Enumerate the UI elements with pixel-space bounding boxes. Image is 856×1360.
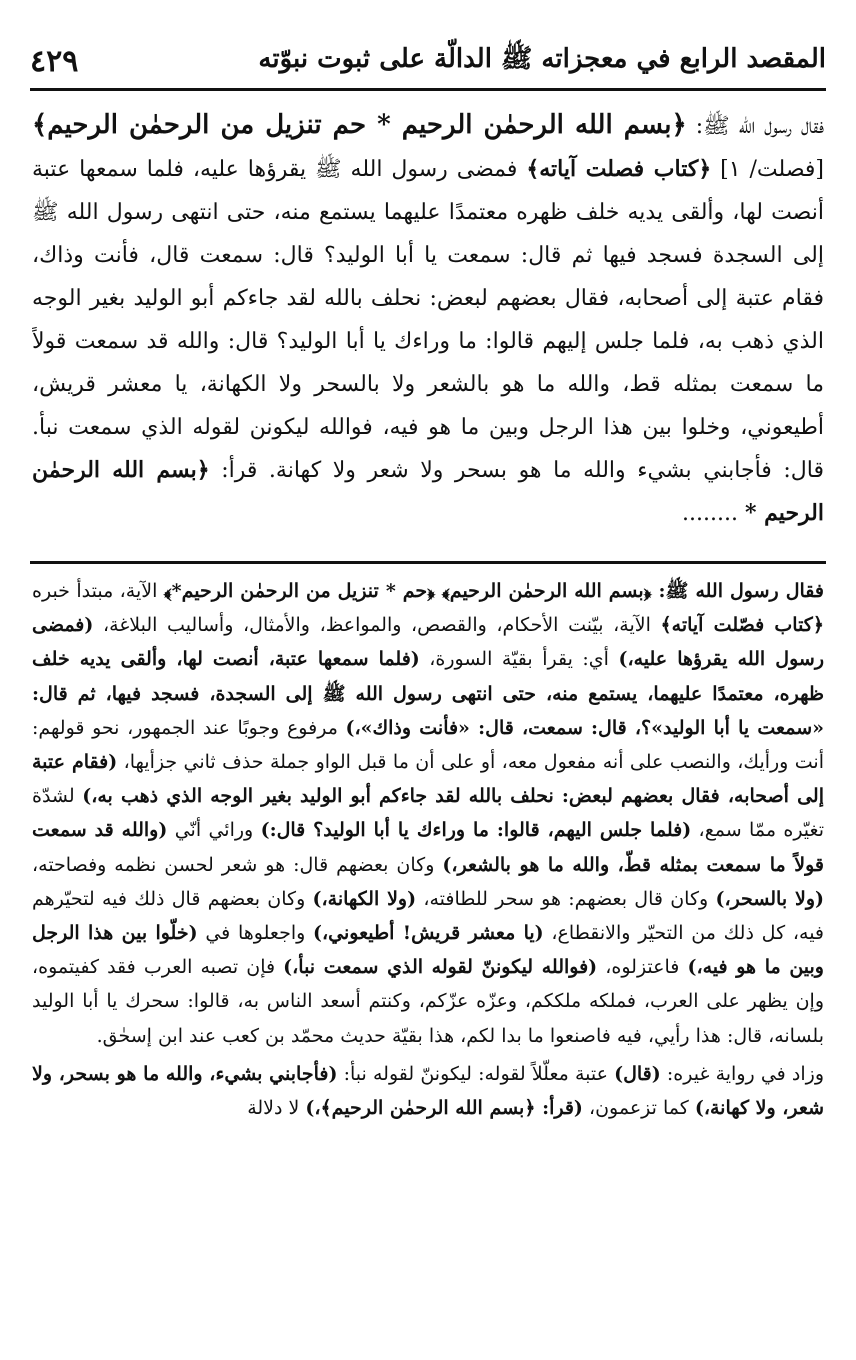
quoted-text: (خلّوا بين هذا الرجل وبين ما هو فيه،) [32,922,824,979]
quoted-text: (فقام عتبة إلى أصحابه، فقال بعضهم لبعض: نحلف بالله لقد جاءكم أبو الوليد بغير الوجه الذي ذهب به،) [32,751,824,808]
main-text-run: فمضى رسول الله ﷺ يقرؤها عليه، فلما سمعها عتبة أنصت لها، وألقى يديه خلف ظهره معتمدًا عليهما يستمع منه، حتى انتهى رسول الله ﷺ إلى السجدة فسجد فيها ثم قال: سمعت يا أبا الوليد؟ قال: سمعت قال، فأنت وذاك، فقام عتبة إلى أصحابه، فقال بعضهم لبعض: نحلف بالله لقد جاءكم أبو الوليد بغير الوجه الذي ذهب به، فلما جلس إليهم قالوا: ما وراءك يا أبا الوليد؟ قال: والله قد سمعت قولاً ما سمعت بمثله قط، والله ما هو بالشعر ولا بالسحر ولا الكهانة، يا معشر قريش، أطيعوني، وخلوا بين هذا الرجل وبين ما هو فيه، فوالله ليكونن لقوله الذي سمعت نبأ. قال: فأجابني بشيء والله ما هو بسحر ولا شعر ولا كهانة. قرأ: [32,157,824,483]
commentary-run: كما تزعمون، [582,1097,695,1120]
commentary-run: ورائي أنّي [167,819,261,842]
quran-quote: ﴿كتاب فصلت آياته﴾ [526,156,712,182]
commentary-run: وكان بعضهم قال ذلك فيه لتحيّرهم فيه، كل ذلك من التحيّر والانقطاع، [32,887,824,945]
quran-quote: ﴿بسم الله الرحمٰن الرحيم * حم تنزيل من الرحمٰن الرحيم﴾ [32,110,687,140]
quoted-text: فقال رسول الله ﷺ: ﴿بسم الله الرحمٰن الرحيم﴾ ﴿حم * تنزيل من الرحمٰن الرحيم*﴾ [163,580,824,602]
commentary-run: الآية، بيّنت الأحكام، والقصص، والمواعظ، والأمثال، وأساليب البلاغة، [93,614,661,637]
commentary [32,574,824,1334]
main-text-run: [فصلت/ ١] [711,157,824,182]
quoted-text: (قرأ: ﴿بسم الله الرحمٰن الرحيم﴾،) [305,1097,583,1120]
commentary-run: الآية، مبتدأ خبره [32,580,164,602]
quoted-text: (ولا بالسحر،) [715,887,824,910]
page-header [30,36,826,86]
quoted-text: (فمضى رسول الله يقرؤها عليه،) [32,614,824,671]
commentary-run: عتبة معلّلاً لقوله: ليكوننّ لقوله نبأ: [337,1062,615,1085]
quoted-text: (يا معشر قريش! أطيعوني،) [313,922,544,945]
commentary-run: وكان بعضهم قال: هو شعر لحسن نظمه وفصاحته، [32,853,443,876]
commentary-run: واجعلوها في [197,922,314,945]
main-text-run: ........ [682,501,745,526]
quoted-text: (فلما جلس اليهم، قالوا: ما وراءك يا أبا الوليد؟ قال:) [260,819,692,842]
quoted-text: (فلما سمعها عتبة، أنصت لها، وألقى يديه خلف ظهره، معتمدًا عليهما، يستمع منه، حتى انتهى رسول الله ﷺ إلى السجدة، فسجد فيها، ثم قال: «سمعت يا أبا الوليد»؟، قال: سمعت، قال: «فأنت وذاك»،) [32,648,824,739]
commentary-run: وزاد في رواية غيره: [660,1062,824,1085]
main-text [32,104,824,556]
commentary-run: لا دلالة [247,1097,306,1120]
commentary-paragraph [32,1057,824,1125]
commentary-run: وكان قال بعضهم: هو سحر للطافته، [416,887,716,910]
commentary-run: فإن تصبه العرب فقد كفيتموه، وإن يظهر على العرب، فملكه ملككم، وعزّه عزّكم، وكنتم أسعد الناس به، قالوا: سحرك يا أبا الوليد بلسانه، قال: هذا رأيي، فيه فاصنعوا ما بدا لكم، هذا بقيّة حديث محمّد بن كعب عند ابن إسحٰق. [32,956,824,1047]
quoted-text: (فأجابني بشيء، والله ما هو بسحر، ولا شعر، ولا كهانة،) [32,1062,824,1120]
page-number: ٤٢٩ [30,43,79,79]
quoted-text: (ولا الكهانة،) [312,887,417,910]
quran-quote: ﴿بسم الله الرحمٰن الرحيم * [32,457,824,526]
quoted-text: ﴿كتاب فصّلت آياته﴾ [660,614,824,637]
header-rule [30,88,826,91]
running-title: المقصد الرابع في معجزاته ﷺ الدالّة على ثبوت نبوّته [258,44,826,74]
commentary-run: مرفوع وجوبًا عند الجمهور، نحو قولهم: أنت ورأيك، والنصب على أنه مفعول معه، أو على أن ما قبل الواو جملة حذف ثاني جزأيها، [32,716,824,774]
commentary-run: أي: يقرأ بقيّة السورة، [419,648,619,671]
divider-rule [30,561,826,564]
quoted-text: (والله قد سمعت قولاً ما سمعت بمثله قطّ، والله ما هو بالشعر،) [32,819,824,876]
commentary-paragraph [32,574,824,1053]
quoted-text: (قال) [614,1062,661,1085]
main-text-run: فقال رسول الله ﷺ: [686,114,824,139]
commentary-run: فاعتزلوه، [597,956,688,979]
quoted-text: (فوالله ليكوننّ لقوله الذي سمعت نبأ،) [283,956,598,979]
commentary-run: لشدّة تغيّره ممّا سمع، [32,785,824,842]
